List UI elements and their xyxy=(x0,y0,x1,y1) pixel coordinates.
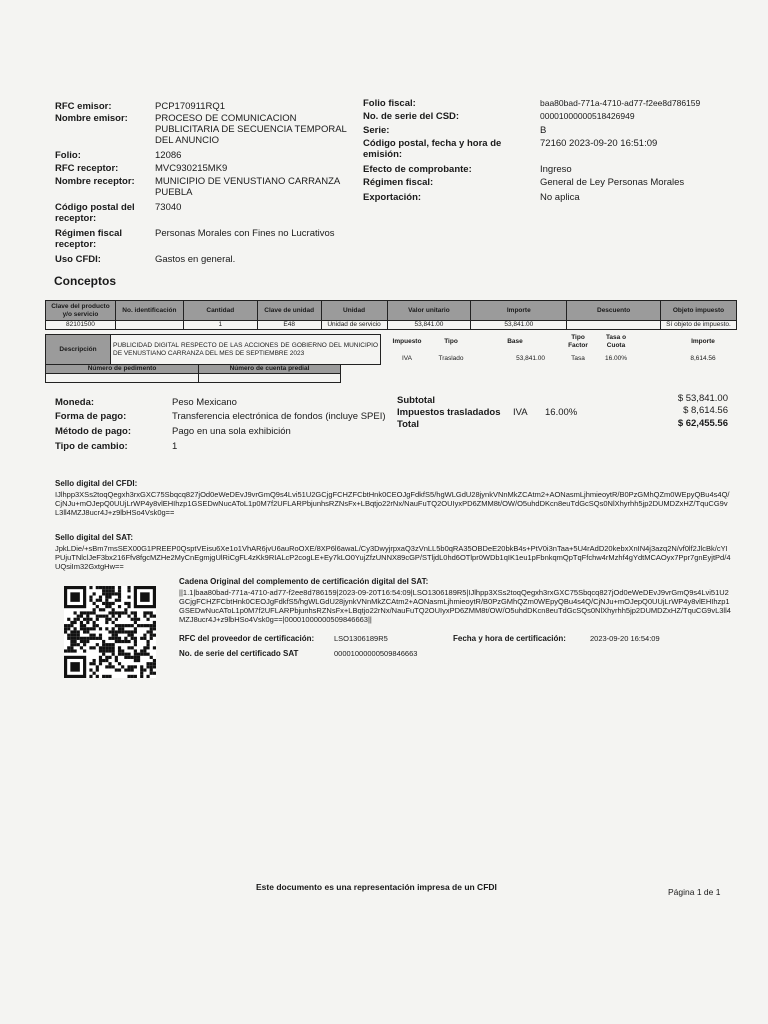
predial-value xyxy=(199,374,341,383)
impuestos-tasa: 16.00% xyxy=(545,407,578,418)
folio-label: Folio: xyxy=(55,150,81,161)
serie-csd-value: 00001000000518426949 xyxy=(540,111,635,121)
nombre-receptor-value: MUNICIPIO DE VENUSTIANO CARRANZA PUEBLA xyxy=(155,176,340,198)
regimen-fiscal-label: Régimen fiscal: xyxy=(363,177,434,188)
cfdi-leyenda: Este documento es una representación impresa de un CFDI xyxy=(256,882,497,892)
conceptos-table xyxy=(45,300,737,330)
total-value: $ 62,455.56 xyxy=(677,418,728,429)
rfc-proveedor-value: LSO1306189R5 xyxy=(334,634,388,643)
uso-cfdi-label: Uso CFDI: xyxy=(55,254,101,265)
rfc-emisor-label: RFC emisor: xyxy=(55,101,112,112)
sello-cfdi-value: IJlhpp3XSs2toqQegxh3rxGXC75Sbqcq827jOd0eWeDEvJ9vrGmQ9s4Lvi51U2GCjgFCHZFCbtHnk0CEOJgFdkfS5/hgWLGdU28jynkVNnMkZCAtm2+AONasmLjhmieoytR/B0PzGMhQZm0WEpyQBu4s4Q/CjNJu+mOJepQ0UUjLrWP4y8vlEHIhzp1GSEDwNucAToL1p0M7f2UFLARPbjunhsRZNsFx+LBqtjo22rNx/NauFuTQ2OUIyxPD6ZMM8t/OW/O5uhdDKcn8euTdGcSQs0NlXhyrhh5jp2DUMDZxHZ/TquCG9vL3ll4MZJ8ucr4J+z9lbHSo4Vsk0g== xyxy=(55,490,730,517)
conceptos-title: Conceptos xyxy=(54,274,117,288)
folio-fiscal-label: Folio fiscal: xyxy=(363,98,416,109)
imp-cell-importe: 8,614.56 xyxy=(690,355,716,362)
rfc-receptor-label: RFC receptor: xyxy=(55,163,119,174)
header-importe: Importe xyxy=(471,301,567,321)
header-objeto-impuesto: Objeto impuesto xyxy=(661,301,737,321)
header-clave-unidad: Clave de unidad xyxy=(257,301,321,321)
header-unidad: Unidad xyxy=(321,301,387,321)
folio-fiscal-value: baa80bad-771a-4710-ad77-f2ee8d786159 xyxy=(540,98,701,108)
impuestos-subtable xyxy=(385,334,735,370)
qr-code xyxy=(64,586,156,678)
cell-valor-unitario: 53,841.00 xyxy=(387,321,471,330)
efecto-label: Efecto de comprobante: xyxy=(363,164,472,175)
nombre-emisor-value: PROCESO DE COMUNICACION PUBLICITARIA DE SECUENCIA TEMPORAL DEL ANUNCIO xyxy=(155,113,347,146)
header-clave-producto: Clave del producto y/o servicio xyxy=(46,301,116,321)
descripcion-value: PUBLICIDAD DIGITAL RESPECTO DE LAS ACCIONES DE GOBIERNO DEL MUNICIPIO DE VENUSTIANO CARRANZA DEL MES DE SEPTIEMBRE 2023 xyxy=(111,335,381,365)
forma-pago-label: Forma de pago: xyxy=(55,411,127,422)
total-label: Total xyxy=(397,419,419,430)
efecto-value: Ingreso xyxy=(540,164,572,175)
folio-value: 12086 xyxy=(155,150,182,161)
descripcion-table xyxy=(45,334,381,365)
metodo-pago-label: Método de pago: xyxy=(55,426,131,437)
cell-clave-unidad: E48 xyxy=(257,321,321,330)
sello-sat-label: Sello digital del SAT: xyxy=(55,533,134,542)
metodo-pago-value: Pago en una sola exhibición xyxy=(172,426,291,437)
pedimento-table xyxy=(45,364,341,383)
cell-clave-producto: 82101500 xyxy=(46,321,116,330)
cell-no-identificacion xyxy=(115,321,183,330)
descripcion-label: Descripción xyxy=(46,335,111,365)
imp-header-importe: Importe xyxy=(691,338,715,345)
cell-unidad: Unidad de servicio xyxy=(321,321,387,330)
cell-descuento xyxy=(567,321,661,330)
header-no-identificacion: No. identificación xyxy=(115,301,183,321)
table-row xyxy=(46,321,737,330)
conceptos-header-row xyxy=(46,301,737,321)
moneda-label: Moneda: xyxy=(55,397,95,408)
impuestos-tipo: IVA xyxy=(513,407,528,418)
rfc-proveedor-label: RFC del proveedor de certificación: xyxy=(179,634,315,643)
fecha-certificacion-label: Fecha y hora de certificación: xyxy=(453,634,566,643)
regimen-receptor-value: Personas Morales con Fines no Lucrativos xyxy=(155,228,335,239)
sello-sat-value: JpkLDie/+sBm7msSEX00G1PREEP0QsptVEisu6Xe1o1VhAR6jvU6auRoOXE/8XP6l6awaL/Cy3DwyjrpxaQ3zVnLL5b0qRA35OBDeE20bkB4s+PtV0i3nTaa+5U4rAdD20kebxXnIN4j3azq2N/vf0lf2JlcBk/cYIPUjuTNlclJeF3bx216Ffv8fgcMZHe2MyCnEgmjgUlRiCgFL4zKk9RIALcP2cogLE+Ey7kLO0YujZfzUNNX89cGP/STljdL0hd6OTlpr0WDb1qIK1eu1pFbnkqmQpTqFfchw4rMzhf4gYdtMCAOyx7Ppr7gnEyjtPd/4UQsiIm32GxtgHw== xyxy=(55,544,731,571)
serie-certificado-sat-label: No. de serie del certificado SAT xyxy=(179,649,299,658)
header-valor-unitario: Valor unitario xyxy=(387,301,471,321)
uso-cfdi-value: Gastos en general. xyxy=(155,254,236,265)
impuestos-value: $ 8,614.56 xyxy=(683,405,728,416)
cp-fecha-value: 72160 2023-09-20 16:51:09 xyxy=(540,138,658,149)
imp-header-impuesto: Impuesto xyxy=(392,338,422,345)
nombre-emisor-label: Nombre emisor: xyxy=(55,113,128,124)
tipo-cambio-value: 1 xyxy=(172,441,178,452)
subtotal-label: Subtotal xyxy=(397,395,435,406)
page-number: Página 1 de 1 xyxy=(668,887,721,897)
imp-header-base: Base xyxy=(507,338,523,345)
rfc-emisor-value: PCP170911RQ1 xyxy=(155,101,226,112)
cp-receptor-value: 73040 xyxy=(155,202,182,213)
imp-header-tasa-cuota: Tasa o Cuota xyxy=(605,334,627,349)
exportacion-value: No aplica xyxy=(540,192,580,203)
nombre-receptor-label: Nombre receptor: xyxy=(55,176,135,187)
cp-fecha-label: Código postal, fecha y hora de emisión: xyxy=(363,138,502,160)
cell-objeto-impuesto: Sí objeto de impuesto. xyxy=(661,321,737,330)
imp-cell-tasa-cuota: 16.00% xyxy=(604,355,628,362)
cell-cantidad: 1 xyxy=(183,321,257,330)
imp-cell-base: 53,841.00 xyxy=(516,355,545,362)
imp-header-tipo-factor: Tipo Factor xyxy=(568,334,588,349)
regimen-fiscal-value: General de Ley Personas Morales xyxy=(540,177,685,188)
cp-receptor-label: Código postal del receptor: xyxy=(55,202,135,224)
serie-value: B xyxy=(540,125,547,136)
imp-cell-impuesto: IVA xyxy=(402,355,412,362)
tipo-cambio-label: Tipo de cambio: xyxy=(55,441,128,452)
header-cantidad: Cantidad xyxy=(183,301,257,321)
imp-header-tipo: Tipo xyxy=(444,338,458,345)
serie-label: Serie: xyxy=(363,125,390,136)
pedimento-value xyxy=(46,374,199,383)
predial-label: Número de cuenta predial xyxy=(199,365,341,374)
regimen-receptor-label: Régimen fiscal receptor: xyxy=(55,228,123,250)
subtotal-value: $ 53,841.00 xyxy=(677,393,728,404)
moneda-value: Peso Mexicano xyxy=(172,397,237,408)
rfc-receptor-value: MVC930215MK9 xyxy=(155,163,228,174)
imp-cell-tipo-factor: Tasa xyxy=(571,355,585,362)
serie-csd-label: No. de serie del CSD: xyxy=(363,111,460,122)
cadena-original-value: ||1.1|baa80bad-771a-4710-ad77-f2ee8d786159|2023-09-20T16:54:09|LSO1306189R5|IJlhpp3XSs2toqQegxh3rxGXC75Sbqcq827jOd0eWeDEvJ9vrGmQ9s4Lvi51U2GCjgFCHZFCbtHnk0CEOJgFdkfS5/hgWLGdU28jynkVNnMkZCAtm2+AONasmLjhmieoytR/B0PzGMhQZm0WEpyQBu4s4Q/CjNJu+mOJepQ0UUjLrWP4y8vlEHIhzp1GSEDwNucAToL1p0M7f2UFLARPbjunhsRZNsFx+LBqtjo22rNx/NauFuTQ2OUIyxPD6ZMM8t/OW/O5uhdDKcn8euTdGcSQs0NlXhyrhh5jp2DUMDZxHZ/TquCG9vL3ll4MZJ8ucr4J+z9lbHSo4Vsk0g==|00001000000509846663|| xyxy=(179,588,731,624)
serie-certificado-sat-value: 00001000000509846663 xyxy=(334,649,418,658)
exportacion-label: Exportación: xyxy=(363,192,422,203)
forma-pago-value: Transferencia electrónica de fondos (incluye SPEI) xyxy=(172,411,386,422)
cell-importe: 53,841.00 xyxy=(471,321,567,330)
header-descuento: Descuento xyxy=(567,301,661,321)
cadena-original-label: Cadena Original del complemento de certificación digital del SAT: xyxy=(179,577,429,586)
pedimento-label: Número de pedimento xyxy=(46,365,199,374)
impuestos-label: Impuestos trasladados xyxy=(397,407,501,418)
sello-cfdi-label: Sello digital del CFDI: xyxy=(55,479,138,488)
fecha-certificacion-value: 2023-09-20 16:54:09 xyxy=(590,634,660,643)
imp-cell-tipo: Traslado xyxy=(438,355,464,362)
